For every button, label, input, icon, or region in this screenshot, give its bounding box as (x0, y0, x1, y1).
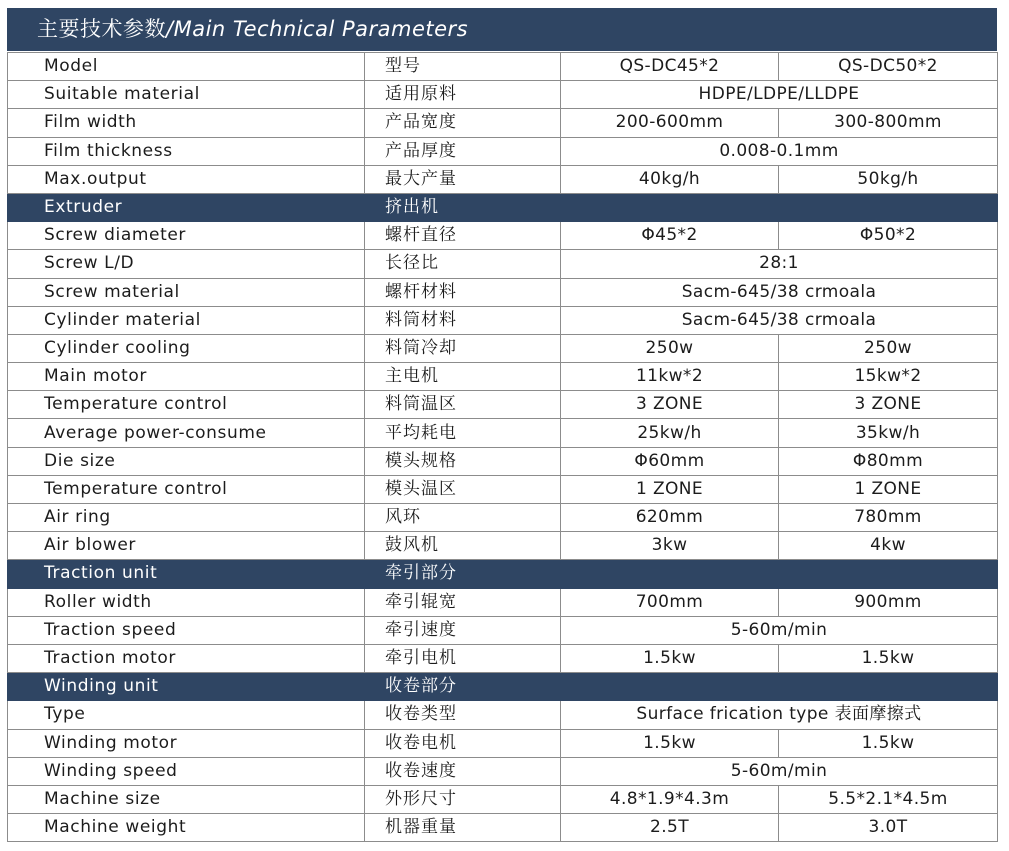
param-name-en: Winding speed (8, 757, 365, 785)
param-name-en: Main motor (8, 363, 365, 391)
table-row (8, 475, 998, 503)
param-name-en: Winding unit (8, 673, 365, 701)
param-name-en: Cylinder cooling (8, 334, 365, 362)
param-value-2: Φ50*2 (779, 222, 998, 250)
param-value-1: 11kw*2 (561, 363, 779, 391)
section-header-row (8, 560, 998, 588)
param-value-1: 3kw (561, 532, 779, 560)
table-row (8, 165, 998, 193)
param-value-1: 620mm (561, 504, 779, 532)
param-name-en: Traction unit (8, 560, 365, 588)
param-value-1: 40kg/h (561, 165, 779, 193)
table-row (8, 532, 998, 560)
param-value-2: 3.0T (779, 814, 998, 842)
param-name-en: Winding motor (8, 729, 365, 757)
param-value-merged: 5-60m/min (561, 757, 998, 785)
param-value-2: 50kg/h (779, 165, 998, 193)
table-row (8, 814, 998, 842)
param-value-1: 1.5kw (561, 644, 779, 672)
param-value-merged: Sacm-645/38 crmoala (561, 306, 998, 334)
param-name-zh: 产品宽度 (365, 109, 561, 137)
table-row (8, 278, 998, 306)
section-blank-cell (561, 560, 998, 588)
param-name-zh: 牵引电机 (365, 644, 561, 672)
param-name-zh: 牵引辊宽 (365, 588, 561, 616)
table-row (8, 81, 998, 109)
param-name-zh: 模头规格 (365, 447, 561, 475)
title-english: /Main Technical Parameters (166, 17, 469, 41)
param-name-zh: 型号 (365, 53, 561, 81)
param-name-zh: 机器重量 (365, 814, 561, 842)
table-row (8, 644, 998, 672)
param-name-zh: 外形尺寸 (365, 785, 561, 813)
section-header-row (8, 193, 998, 221)
param-value-1: Φ45*2 (561, 222, 779, 250)
param-name-en: Screw L/D (8, 250, 365, 278)
param-value-2: 15kw*2 (779, 363, 998, 391)
param-value-merged: HDPE/LDPE/LLDPE (561, 81, 998, 109)
param-name-zh: 最大产量 (365, 165, 561, 193)
param-name-zh: 适用原料 (365, 81, 561, 109)
param-name-zh: 料筒冷却 (365, 334, 561, 362)
param-name-en: Die size (8, 447, 365, 475)
param-value-merged: 5-60m/min (561, 616, 998, 644)
param-name-en: Machine weight (8, 814, 365, 842)
param-value-1: 3 ZONE (561, 391, 779, 419)
param-name-en: Film thickness (8, 137, 365, 165)
param-name-zh: 主电机 (365, 363, 561, 391)
table-row (8, 729, 998, 757)
param-name-zh: 收卷电机 (365, 729, 561, 757)
title-chinese: 主要技术参数 (37, 17, 166, 41)
param-value-1: 700mm (561, 588, 779, 616)
parameters-table (7, 52, 998, 842)
param-value-merged: 28:1 (561, 250, 998, 278)
param-name-zh: 料筒温区 (365, 391, 561, 419)
param-name-en: Max.output (8, 165, 365, 193)
param-value-2: 4kw (779, 532, 998, 560)
table-row (8, 137, 998, 165)
param-name-zh: 鼓风机 (365, 532, 561, 560)
param-name-en: Air blower (8, 532, 365, 560)
param-value-2: Φ80mm (779, 447, 998, 475)
param-name-en: Traction speed (8, 616, 365, 644)
param-value-2: 35kw/h (779, 419, 998, 447)
param-name-en: Model (8, 53, 365, 81)
table-row (8, 447, 998, 475)
param-value-1: 1 ZONE (561, 475, 779, 503)
param-value-2: 5.5*2.1*4.5m (779, 785, 998, 813)
param-name-zh: 风环 (365, 504, 561, 532)
param-name-zh: 长径比 (365, 250, 561, 278)
table-row (8, 757, 998, 785)
param-name-en: Screw material (8, 278, 365, 306)
param-name-en: Air ring (8, 504, 365, 532)
param-value-1: 250w (561, 334, 779, 362)
table-row (8, 419, 998, 447)
param-value-1: 1.5kw (561, 729, 779, 757)
param-value-2: 780mm (779, 504, 998, 532)
param-value-1: 200-600mm (561, 109, 779, 137)
model-name-1: QS-DC45*2 (561, 53, 779, 81)
param-name-en: Film width (8, 109, 365, 137)
model-name-2: QS-DC50*2 (779, 53, 998, 81)
param-value-merged: 0.008-0.1mm (561, 137, 998, 165)
param-name-zh: 螺杆直径 (365, 222, 561, 250)
table-row (8, 504, 998, 532)
param-name-en: Screw diameter (8, 222, 365, 250)
param-name-en: Temperature control (8, 475, 365, 503)
section-blank-cell (561, 673, 998, 701)
param-name-en: Suitable material (8, 81, 365, 109)
param-value-merged: Sacm-645/38 crmoala (561, 278, 998, 306)
param-value-2: 250w (779, 334, 998, 362)
param-name-zh: 料筒材料 (365, 306, 561, 334)
table-row (8, 391, 998, 419)
param-name-zh: 挤出机 (365, 193, 561, 221)
section-header-row (8, 673, 998, 701)
param-name-en: Temperature control (8, 391, 365, 419)
table-row (8, 363, 998, 391)
param-name-zh: 收卷部分 (365, 673, 561, 701)
table-row (8, 334, 998, 362)
param-name-zh: 牵引部分 (365, 560, 561, 588)
param-value-2: 3 ZONE (779, 391, 998, 419)
table-row (8, 250, 998, 278)
table-row (8, 109, 998, 137)
param-name-zh: 产品厚度 (365, 137, 561, 165)
table-row (8, 588, 998, 616)
param-name-en: Type (8, 701, 365, 729)
param-value-2: 1.5kw (779, 644, 998, 672)
param-name-en: Extruder (8, 193, 365, 221)
param-name-en: Average power-consume (8, 419, 365, 447)
param-name-zh: 平均耗电 (365, 419, 561, 447)
param-value-2: 1.5kw (779, 729, 998, 757)
param-value-merged: Surface frication type 表面摩擦式 (561, 701, 998, 729)
title-bar (7, 8, 997, 51)
param-name-en: Traction motor (8, 644, 365, 672)
param-name-en: Machine size (8, 785, 365, 813)
param-value-2: 1 ZONE (779, 475, 998, 503)
param-value-1: 25kw/h (561, 419, 779, 447)
param-name-en: Cylinder material (8, 306, 365, 334)
param-name-zh: 收卷类型 (365, 701, 561, 729)
param-name-zh: 螺杆材料 (365, 278, 561, 306)
param-value-2: 300-800mm (779, 109, 998, 137)
param-value-1: 2.5T (561, 814, 779, 842)
param-value-1: 4.8*1.9*4.3m (561, 785, 779, 813)
param-value-2: 900mm (779, 588, 998, 616)
table-row (8, 53, 998, 81)
table-row (8, 616, 998, 644)
table-row (8, 306, 998, 334)
table-row (8, 701, 998, 729)
parameters-table-body (8, 53, 998, 842)
section-blank-cell (561, 193, 998, 221)
param-name-zh: 模头温区 (365, 475, 561, 503)
table-row (8, 222, 998, 250)
table-row (8, 785, 998, 813)
param-name-zh: 牵引速度 (365, 616, 561, 644)
param-name-en: Roller width (8, 588, 365, 616)
param-name-zh: 收卷速度 (365, 757, 561, 785)
param-value-1: Φ60mm (561, 447, 779, 475)
